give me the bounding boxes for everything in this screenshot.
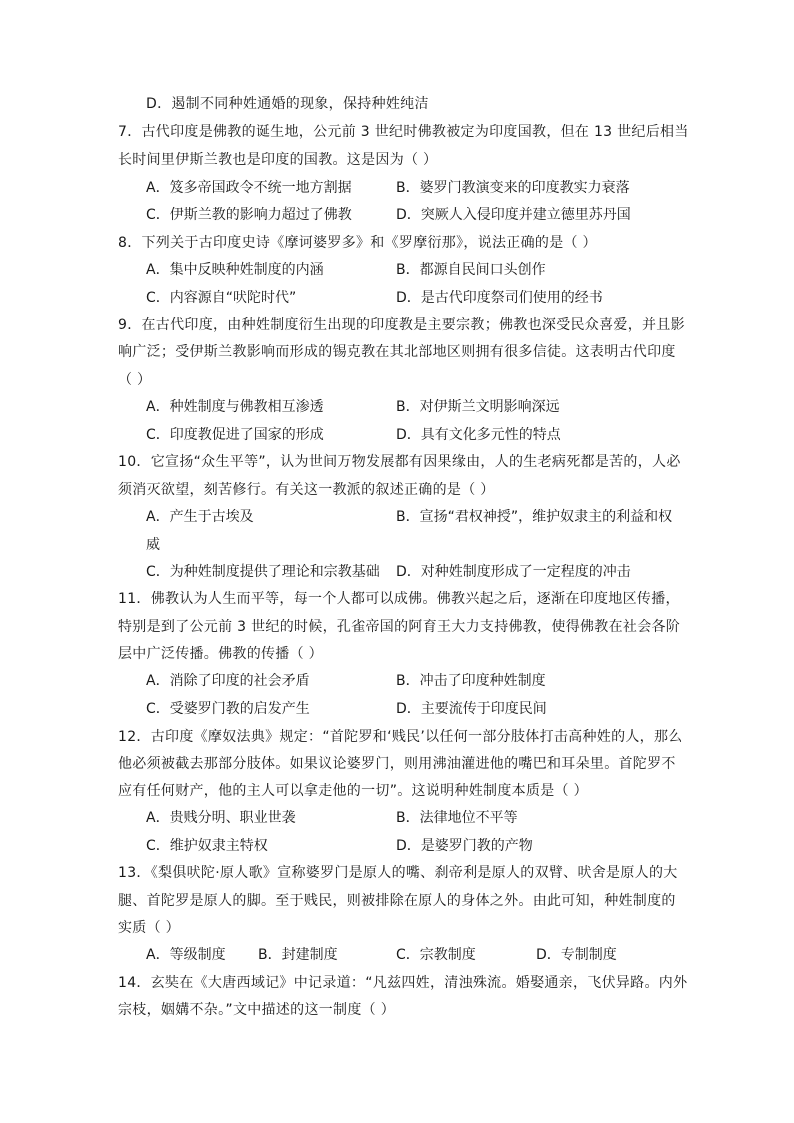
q10-option-a: A．产生于古埃及 <box>146 509 254 525</box>
q8-option-d: D．是古代印度祭司们使用的经书 <box>396 290 603 306</box>
q10-option-c: C．为种姓制度提供了理论和宗教基础 <box>146 564 380 580</box>
q10-option-b: B．宣扬“君权神授”，维护奴隶主的利益和权 <box>396 509 673 525</box>
q14-stem-line-2: 宗枝，姻媾不杂。”文中描述的这一制度（ ） <box>118 1002 396 1018</box>
q7-option-c: C．伊斯兰教的影响力超过了佛教 <box>146 207 352 223</box>
q9-stem-line-2: 响广泛；受伊斯兰教影响而形成的锡克教在其北部地区则拥有很多信徒。这表明古代印度 <box>118 344 676 360</box>
q9-option-a: A．种姓制度与佛教相互渗透 <box>146 399 324 415</box>
q12-stem-line-1: 12．古印度《摩奴法典》规定：“首陀罗和‘贱民’以任何一部分肢体打击高种姓的人，那么 <box>118 729 683 745</box>
q10-options-row-1 <box>146 507 686 527</box>
q8-options-row-2 <box>146 288 666 308</box>
q9-options-row-1 <box>146 397 666 417</box>
q11-option-c: C．受婆罗门教的启发产生 <box>146 701 310 717</box>
q11-options-row-1 <box>146 671 666 691</box>
q7-options-row-1 <box>146 178 666 198</box>
q11-options-row-2 <box>146 699 666 719</box>
q10-stem-line-1: 10．它宣扬“众生平等”，认为世间万物发展都有因果缘由，人的生老病死都是苦的，人必 <box>118 454 681 470</box>
q10-option-b-continuation: 威 <box>146 537 161 553</box>
q7-options-row-2 <box>146 205 666 225</box>
q12-option-b: B．法律地位不平等 <box>396 810 518 826</box>
q8-option-b: B．都源自民间口头创作 <box>396 262 546 278</box>
q13-option-a: A．等级制度 <box>146 947 226 963</box>
q9-option-c: C．印度教促进了国家的形成 <box>146 427 324 443</box>
q12-stem-line-2: 他必须被截去那部分肢体。如果议论婆罗门，则用沸油灌进他的嘴巴和耳朵里。首陀罗不 <box>118 756 676 772</box>
q7-stem-line-2: 长时间里伊斯兰教也是印度的国教。这是因为（ ） <box>118 152 438 168</box>
q11-stem-line-1: 11．佛教认为人生而平等，每一个人都可以成佛。佛教兴起之后，逐渐在印度地区传播， <box>118 591 680 607</box>
q7-option-a: A．笈多帝国政令不统一地方割据 <box>146 180 352 196</box>
q11-stem-line-3: 层中广泛传播。佛教的传播（ ） <box>118 646 323 662</box>
q9-stem-line-3: （ ） <box>118 372 152 388</box>
q10-stem-line-2: 须消灭欲望，刻苦修行。有关这一教派的叙述正确的是（ ） <box>118 482 495 498</box>
q8-stem-line-1: 8．下列关于古印度史诗《摩诃婆罗多》和《罗摩衍那》，说法正确的是（ ） <box>118 235 597 251</box>
q12-option-a: A．贵贱分明、职业世袭 <box>146 810 296 826</box>
q7-stem-line-1: 7．古代印度是佛教的诞生地，公元前 3 世纪时佛教被定为印度国教，但在 13 世纪后相当 <box>118 124 689 140</box>
q12-option-c: C．维护奴隶主特权 <box>146 838 268 854</box>
q11-option-a: A．消除了印度的社会矛盾 <box>146 673 310 689</box>
q7-option-b: B．婆罗门教演变来的印度教实力衰落 <box>396 180 630 196</box>
q13-stem-line-1: 13．《梨俱吠陀·原人歌》宣称婆罗门是原人的嘴、刹帝利是原人的双臂、吠舍是原人的大 <box>118 865 678 881</box>
q11-option-b: B．冲击了印度种姓制度 <box>396 673 546 689</box>
q9-option-b: B．对伊斯兰文明影响深远 <box>396 399 560 415</box>
q14-stem-line-1: 14．玄奘在《大唐西域记》中记录道：“凡兹四姓，清浊殊流。婚娶通亲，飞伏异路。内外 <box>118 975 688 991</box>
q9-option-d: D．具有文化多元性的特点 <box>396 427 561 443</box>
q12-option-d: D．是婆罗门教的产物 <box>396 838 533 854</box>
q13-option-d: D．专制制度 <box>536 947 617 963</box>
q6-option-d: D．遏制不同种姓通婚的现象，保持种姓纯洁 <box>146 96 429 112</box>
q8-option-a: A．集中反映种姓制度的内涵 <box>146 262 324 278</box>
q7-option-d: D．突厥人入侵印度并建立德里苏丹国 <box>396 207 631 223</box>
q10-options-row-2 <box>146 562 686 582</box>
q11-option-d: D．主要流传于印度民间 <box>396 701 547 717</box>
q13-option-b: B．封建制度 <box>258 947 338 963</box>
q12-options-row-1 <box>146 808 666 828</box>
q12-stem-line-3: 应有任何财产，他的主人可以拿走他的一切”。这说明种姓制度本质是（ ） <box>118 783 588 799</box>
q10-option-d: D．对种姓制度形成了一定程度的冲击 <box>396 564 631 580</box>
q9-options-row-2 <box>146 425 666 445</box>
q12-options-row-2 <box>146 836 666 856</box>
q13-option-c: C．宗教制度 <box>396 947 476 963</box>
q9-stem-line-1: 9．在古代印度，由种姓制度衍生出现的印度教是主要宗教；佛教也深受民众喜爱，并且影 <box>118 317 685 333</box>
q13-stem-line-2: 腿、首陀罗是原人的脚。至于贱民，则被排除在原人的身体之外。由此可知，种姓制度的 <box>118 893 676 909</box>
q8-options-row-1 <box>146 260 666 280</box>
q11-stem-line-2: 特别是到了公元前 3 世纪的时候，孔雀帝国的阿育王大力支持佛教，使得佛教在社会各阶 <box>118 619 681 635</box>
q13-stem-line-3: 实质（ ） <box>118 920 180 936</box>
q8-option-c: C．内容源自“吠陀时代” <box>146 290 297 306</box>
q13-options-row <box>146 945 666 965</box>
